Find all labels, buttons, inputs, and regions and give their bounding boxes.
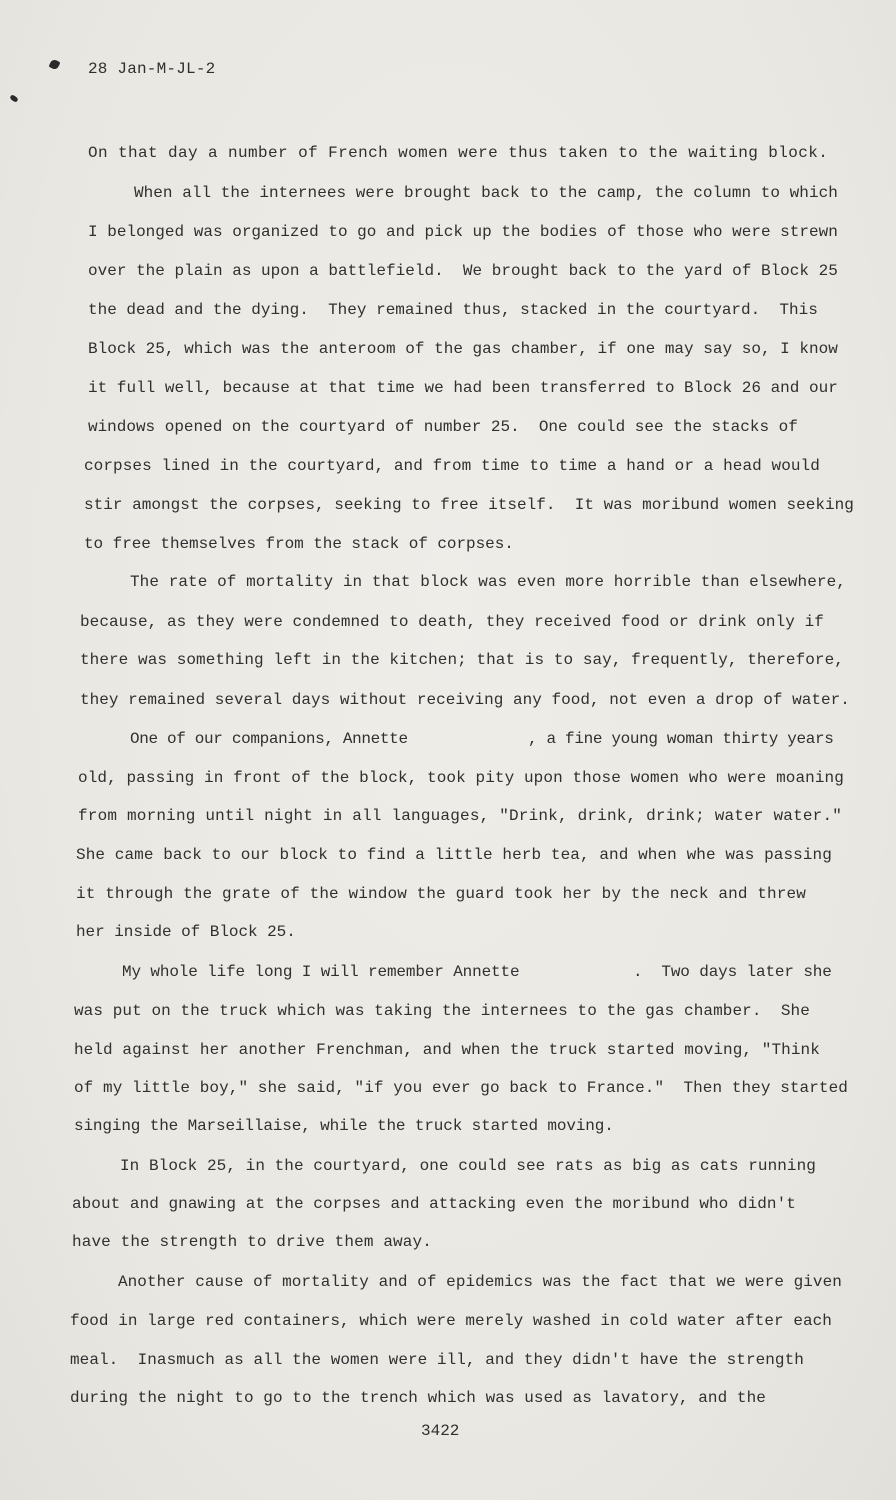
text-line: it through the grate of the window the guard took her by the neck and threw [76, 885, 806, 903]
text-line: On that day a number of French women were thus taken to the waiting block. [88, 144, 829, 162]
document-reference: 28 Jan-M-JL-2 [88, 60, 216, 78]
text-line: food in large red containers, which were merely washed in cold water after each [70, 1312, 832, 1330]
text-line: because, as they were condemned to death, they received food or drink only if [80, 613, 824, 631]
text-line: of my little boy," she said, "if you ever go back to France." Then they started [74, 1079, 848, 1097]
text-line: I belonged was organized to go and pick up the bodies of those who were strewn [88, 223, 838, 241]
text-line: the dead and the dying. They remained thus, stacked in the courtyard. This [88, 301, 818, 319]
text-line: In Block 25, in the courtyard, one could see rats as big as cats running [120, 1157, 816, 1175]
text-line: windows opened on the courtyard of number 25. One could see the stacks of [88, 418, 798, 436]
text-line: about and gnawing at the corpses and attacking even the moribund who didn't [72, 1195, 796, 1213]
text-line: to free themselves from the stack of corpses. [84, 535, 514, 553]
text-line: My whole life long I will remember Annette . Two days later she [122, 963, 832, 981]
text-line: it full well, because at that time we had been transferred to Block 26 and our [88, 379, 838, 397]
ink-mark [49, 59, 61, 71]
text-line: over the plain as upon a battlefield. We brought back to the yard of Block 25 [88, 262, 838, 280]
text-line: her inside of Block 25. [76, 923, 296, 941]
text-line: held against her another Frenchman, and when the truck started moving, "Think [74, 1041, 820, 1059]
text-line: stir amongst the corpses, seeking to free itself. It was moribund women seeking [84, 496, 854, 514]
text-line: from morning until night in all languages, "Drink, drink, drink; water water." [78, 807, 843, 825]
text-line: old, passing in front of the block, took pity upon those women who were moaning [78, 769, 844, 787]
text-line: One of our companions, Annette , a fine young woman thirty years [130, 730, 834, 748]
text-line: corpses lined in the courtyard, and from time to time a hand or a head would [84, 457, 820, 475]
text-line: Block 25, which was the anteroom of the gas chamber, if one may say so, I know [88, 340, 838, 358]
page-number: 3422 [421, 1422, 460, 1440]
text-line: have the strength to drive them away. [72, 1233, 432, 1251]
text-line: was put on the truck which was taking the internees to the gas chamber. She [74, 1002, 810, 1020]
ink-mark [9, 94, 18, 103]
text-line: She came back to our block to find a little herb tea, and when whe was passing [76, 846, 832, 864]
text-line: When all the internees were brought back to the camp, the column to which [134, 184, 838, 202]
text-line: during the night to go to the trench which was used as lavatory, and the [70, 1389, 766, 1407]
text-line: Another cause of mortality and of epidemics was the fact that we were given [118, 1273, 842, 1291]
text-line: there was something left in the kitchen; that is to say, frequently, therefore, [80, 651, 844, 669]
text-line: they remained several days without receiving any food, not even a drop of water. [80, 691, 850, 709]
text-line: meal. Inasmuch as all the women were ill, and they didn't have the strength [70, 1351, 804, 1369]
text-line: singing the Marseillaise, while the truck started moving. [74, 1117, 614, 1135]
text-line: The rate of mortality in that block was even more horrible than elsewhere, [130, 573, 846, 591]
